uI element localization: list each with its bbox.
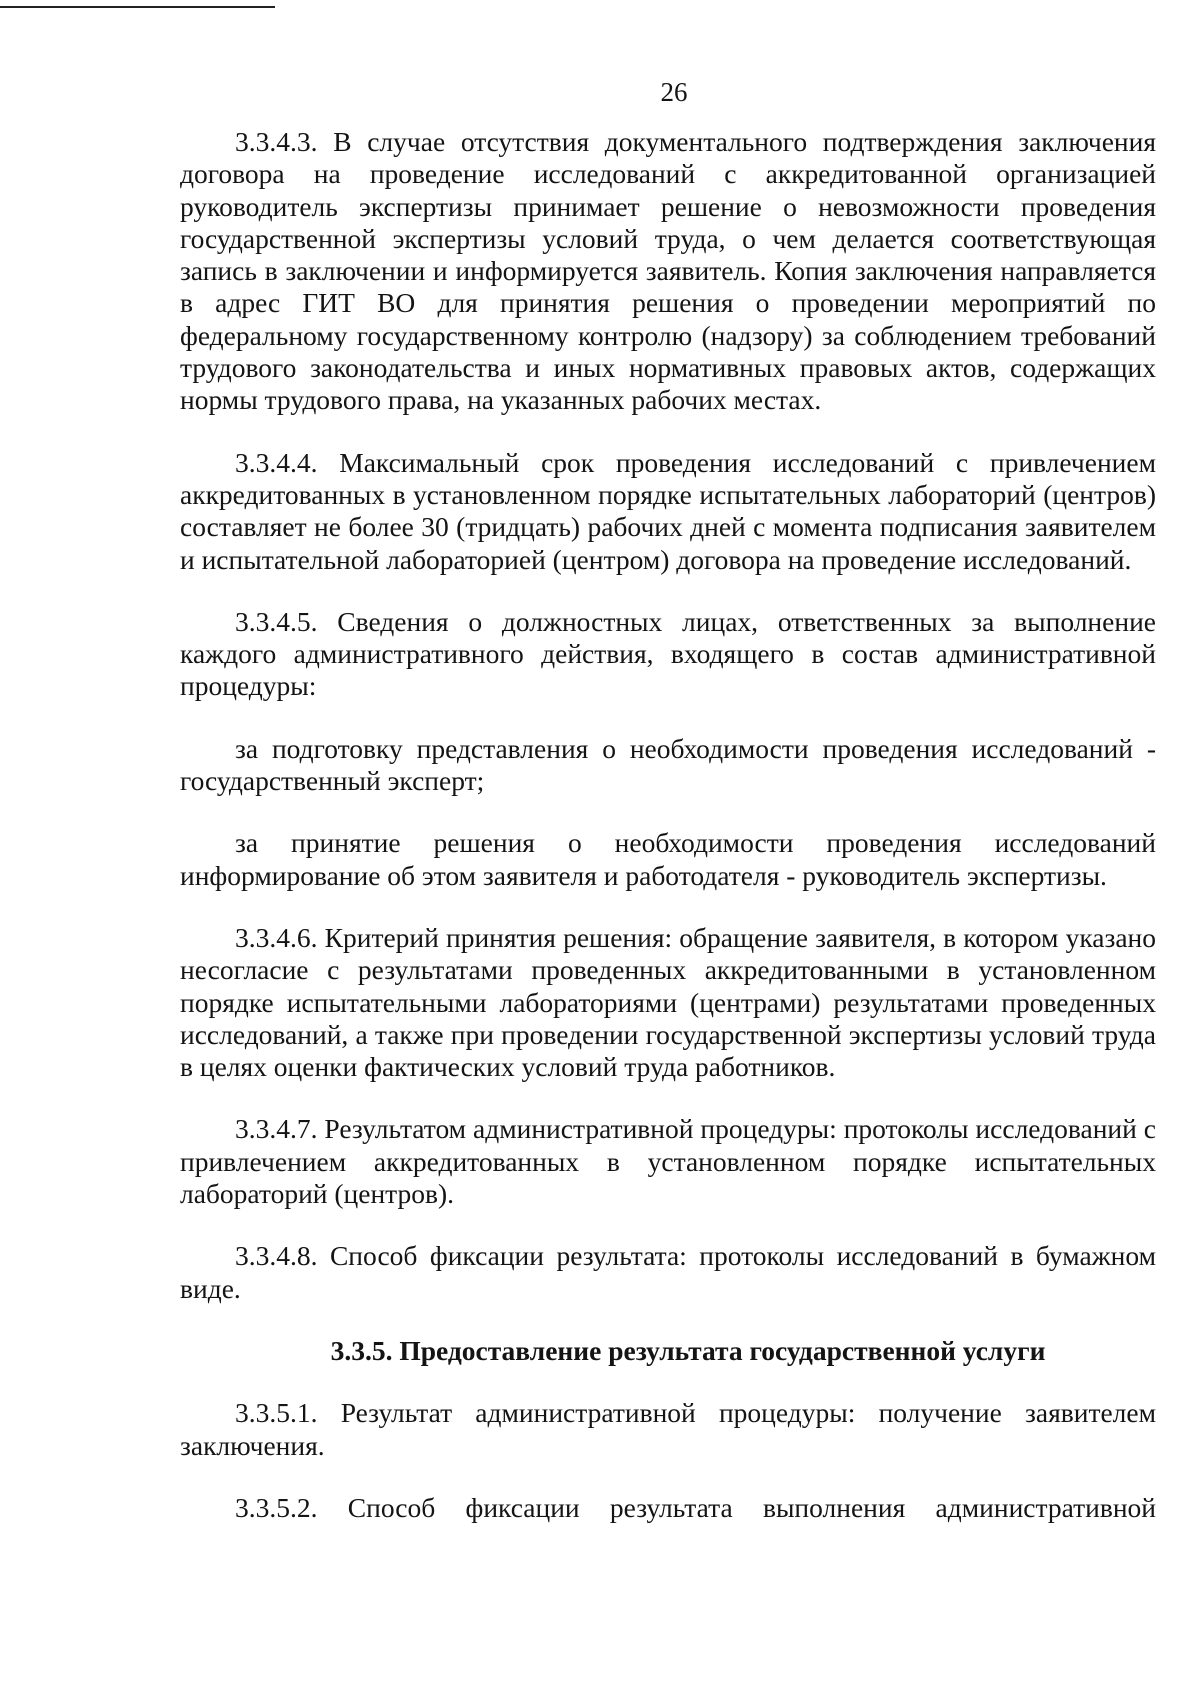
- section-heading-3-3-5: 3.3.5. Предоставление результата государственной услуги: [330, 1334, 1046, 1366]
- paragraph-3-3-5-2: 3.3.5.2. Способ фиксации результата выполнения административной: [235, 1491, 1156, 1523]
- paragraph-3-3-4-5: 3.3.4.5. Сведения о должностных лицах, ответственных за выполнение каждого административного действия, входящего в состав административной процедуры:: [180, 605, 1156, 702]
- top-rule: [0, 6, 275, 8]
- paragraph-3-3-4-6: 3.3.4.6. Критерий принятия решения: обращение заявителя, в котором указано несогласие с результатами проведенных аккредитованными в установленном порядке испытательными лабораториями (центрами) результатами проведенных исследований, а также при проведении государственной экспертизы условий труда в целях оценки фактических условий труда работников.: [180, 921, 1156, 1083]
- paragraph-3-3-4-4: 3.3.4.4. Максимальный срок проведения исследований с привлечением аккредитованных в установленном порядке испытательных лабораторий (центров) составляет не более 30 (тридцать) рабочих дней с момента подписания заявителем и испытательной лабораторией (центром) договора на проведение исследований.: [180, 446, 1156, 575]
- paragraph-responsible-expert: за подготовку представления о необходимости проведения исследований - государственный эксперт;: [180, 732, 1156, 797]
- paragraph-3-3-5-1: 3.3.5.1. Результат административной процедуры: получение заявителем заключения.: [180, 1397, 1156, 1461]
- paragraph-responsible-head: за принятие решения о необходимости проведения исследований информирование об этом заявителя и работодателя - руководитель экспертизы.: [180, 827, 1156, 891]
- paragraph-3-3-4-3: 3.3.4.3. В случае отсутствия документального подтверждения заключения договора на проведение исследований с аккредитованной организацией руководитель экспертизы принимает решение о невозможности проведения государственной экспертизы условий труда, о чем делается соответствующая запись в заключении и информируется заявитель. Копия заключения направляется в адрес ГИТ ВО для принятия решения о проведении мероприятий по федеральному государственному контролю (надзору) за соблюдением требований трудового законодательства и иных нормативных правовых актов, содержащих нормы трудового права, на указанных рабочих местах.: [180, 126, 1156, 416]
- document-body: [180, 126, 1156, 1554]
- paragraph-3-3-4-8: 3.3.4.8. Способ фиксации результата: протоколы исследований в бумажном виде.: [180, 1240, 1156, 1304]
- paragraph-3-3-4-7: 3.3.4.7. Результатом административной процедуры: протоколы исследований с привлечением аккредитованных в установленном порядке испытательных лабораторий (центров).: [180, 1113, 1156, 1210]
- page-number: 26: [660, 77, 688, 107]
